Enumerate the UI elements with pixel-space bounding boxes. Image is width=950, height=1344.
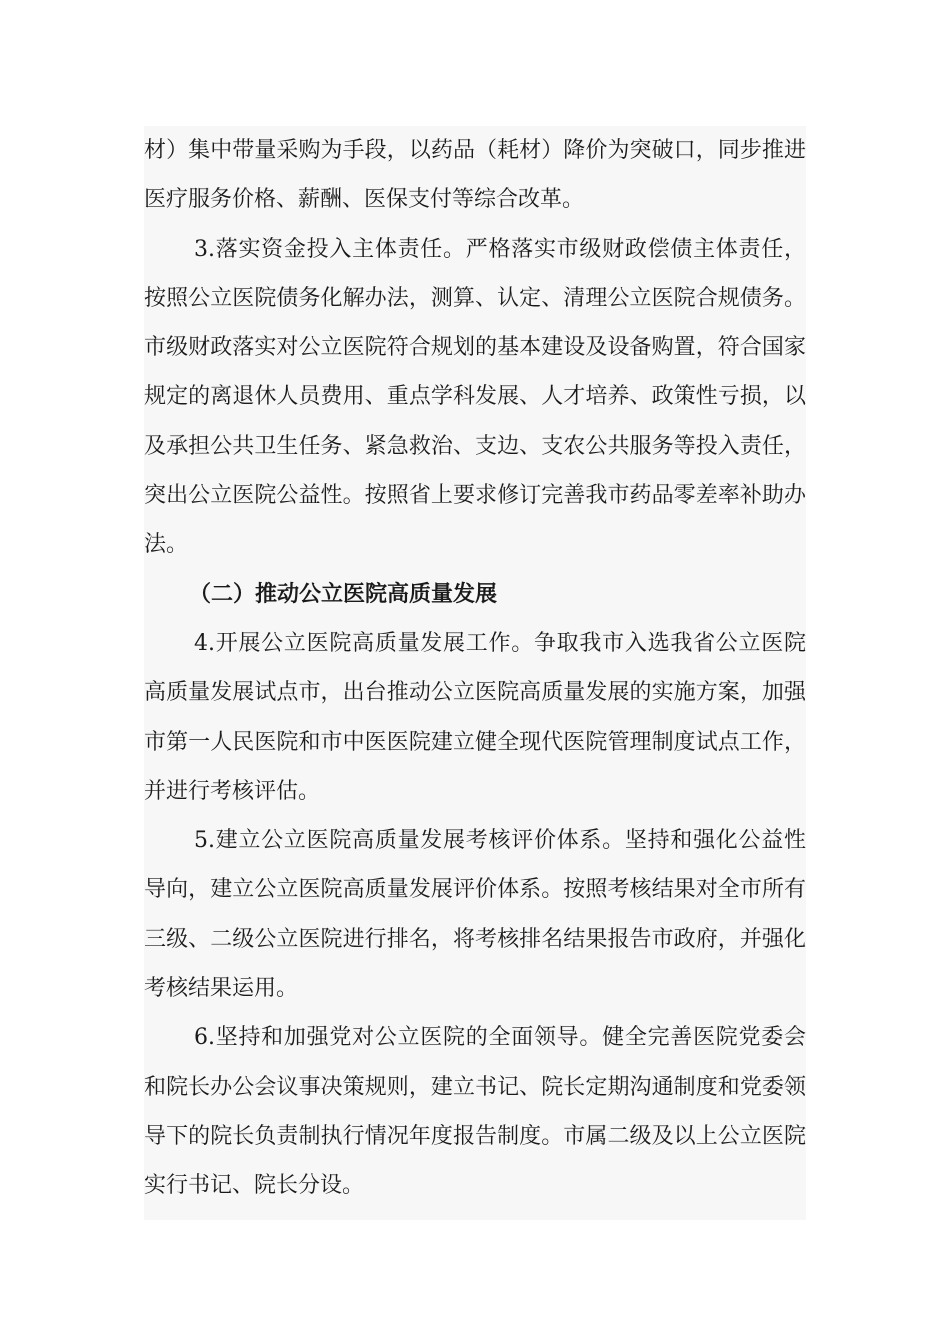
paragraph-item-5: 5.建立公立医院高质量发展考核评价体系。坚持和强化公益性导向，建立公立医院高质量发展评价体系。按照考核结果对全市所有三级、二级公立医院进行排名，将考核排名结果报告市政府，并强化考核结果运用。	[144, 828, 806, 1002]
paragraph-item-6: 6.坚持和加强党对公立医院的全面领导。健全完善医院党委会和院长办公会议事决策规则，建立书记、院长定期沟通制度和党委领导下的院长负责制执行情况年度报告制度。市属二级及以上公立医院实行书记、院长分设。	[144, 1025, 806, 1199]
section-heading: （二）推动公立医院高质量发展	[189, 581, 498, 607]
document-body	[144, 126, 806, 1220]
paragraph-item-3: 3.落实资金投入主体责任。严格落实市级财政偿债主体责任，按照公立医院债务化解办法，测算、认定、清理公立医院合规债务。市级财政落实对公立医院符合规划的基本建设及设备购置，符合国家规定的离退休人员费用、重点学科发展、人才培养、政策性亏损，以及承担公共卫生任务、紧急救治、支边、支农公共服务等投入责任，突出公立医院公益性。按照省上要求修订完善我市药品零差率补助办法。	[144, 236, 806, 558]
paragraph-continuation: 材）集中带量采购为手段，以药品（耗材）降价为突破口，同步推进医疗服务价格、薪酬、医保支付等综合改革。	[144, 138, 806, 213]
paragraph-item-4: 4.开展公立医院高质量发展工作。争取我市入选我省公立医院高质量发展试点市，出台推动公立医院高质量发展的实施方案，加强市第一人民医院和市中医医院建立健全现代医院管理制度试点工作，并进行考核评估。	[144, 630, 806, 804]
